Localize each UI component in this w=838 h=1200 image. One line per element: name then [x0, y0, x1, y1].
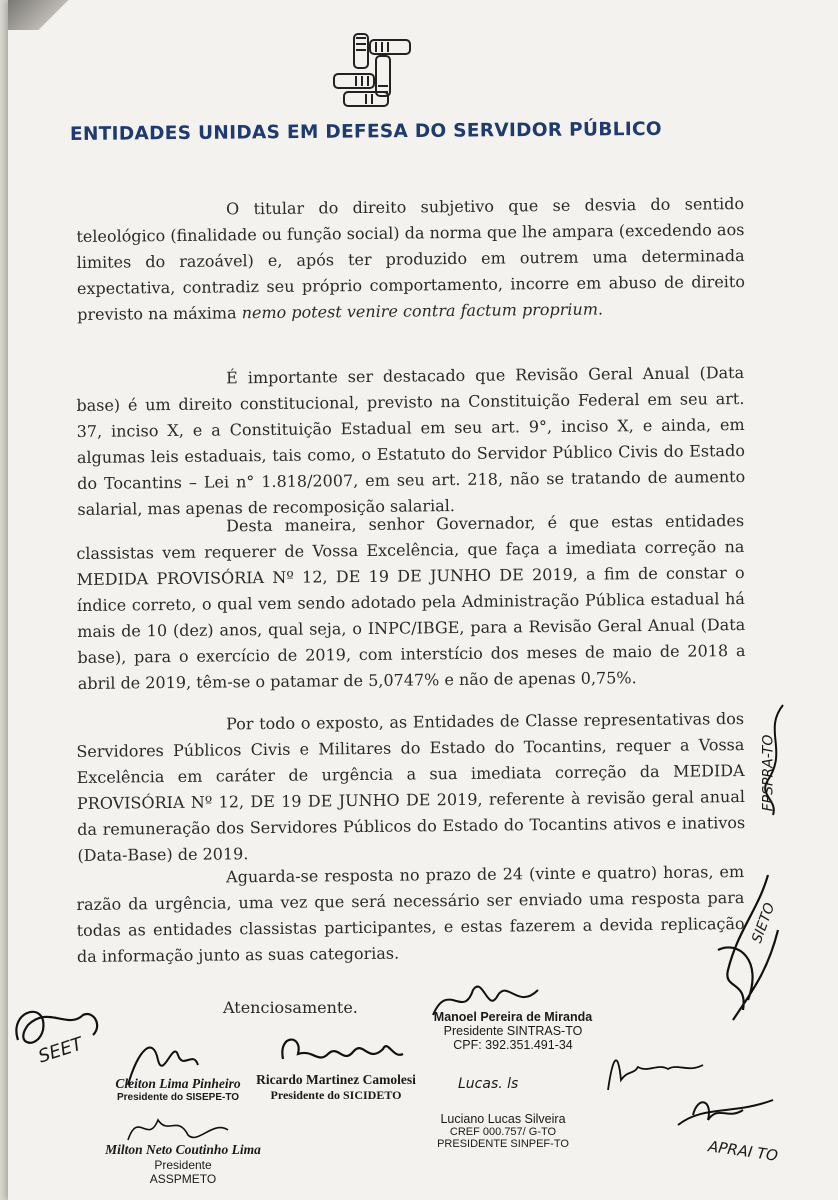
signature-manoel-role: Presidente SINTRAS-TO — [443, 1024, 583, 1038]
signature-luciano-cref: CREF 000.757/ G-TO — [449, 1126, 557, 1138]
signature-milton-role: Presidente — [154, 1158, 212, 1172]
signature-ricardo-name: Ricardo Martinez Camolesi — [256, 1072, 416, 1087]
paragraph-1-text: O titular do direito subjetivo que se desvia do sentido teleológico (finalidade ou função social) da norma que lhe ampara (excedendo aos limites do razoável) e, após ter produzido em outrem uma determinada expectativa, contradiz seu próprio comportamento, incorre em abuso de direito previsto na máxima — [76, 194, 746, 324]
signature-manoel-name: Manoel Pereira de Miranda — [433, 1010, 593, 1024]
signature-cleiton — [98, 1076, 258, 1103]
signature-luciano-name: Luciano Lucas Silveira — [440, 1112, 566, 1126]
signature-ricardo-role: Presidente do SICIDETO — [270, 1088, 402, 1102]
handwritten-lucas: Lucas. ls — [458, 1076, 519, 1092]
paragraph-4: Por todo o exposto, as Entidades de Classe representativas dos Servidores Públicos Civis e Militares do Estado do Tocantins, requer a Vossa Excelência em caráter de urgência a sua imediata correção da MEDIDA PROVISÓRIA Nº 12, DE 19 DE JUNHO DE 2019, referente à revisão geral anual da remuneração dos Servidores Públicos do Estado do Tocantins ativos e inativos (Data-Base) de 2019. — [76, 709, 746, 865]
paragraph-5: Aguarda-se resposta no prazo de 24 (vinte e quatro) horas, em razão da urgência, uma vez que será necessário ser enviado uma resposta para todas as entidades classistas participantes, e estas fazerem a devida replicação da informação junto as suas categorias. — [76, 862, 745, 966]
signature-manoel-cpf: CPF: 392.351.491-34 — [453, 1038, 573, 1052]
handwritten-aprai: APRAI TO — [707, 1137, 780, 1165]
signature-ricardo — [256, 1072, 416, 1103]
paragraph-2: É importante ser destacado que Revisão Geral Anual (Data base) é um direito constitucional, previsto na Constituição Federal em seu art. 37, inciso X, e a Constituição Estadual em seu art. 9°, inciso X, e ainda, em algumas leis estaduais, tais como, o Estatuto do Servidor Público Civis do Estado do Tocantins – Lei n° 1.818/2007, em seu art. 218, não se tratando de aumento salarial, mas apenas de recomposição salarial. — [76, 363, 746, 519]
signature-manoel — [413, 1010, 613, 1052]
signature-luciano-role: PRESIDENTE SINPEF-TO — [437, 1138, 569, 1150]
document-page — [8, 0, 838, 1200]
signature-milton — [103, 1142, 263, 1186]
paragraph-1-latin-maxim: nemo potest venire contra factum proprium — [241, 299, 599, 323]
document-title: ENTIDADES UNIDAS EM DEFESA DO SERVIDOR PÚBLICO — [69, 118, 662, 145]
signature-cleiton-name: Cleiton Lima Pinheiro — [115, 1076, 241, 1091]
signature-milton-name: Milton Neto Coutinho Lima — [105, 1142, 261, 1157]
paragraph-1-end: . — [597, 299, 604, 319]
handwritten-sieto: SIETO — [749, 900, 779, 946]
signature-cleiton-role: Presidente do SISEPE-TO — [116, 1092, 240, 1103]
page-fold-corner — [8, 0, 78, 30]
signature-scribble-ricardo — [273, 1024, 423, 1074]
signature-scribble-sieto — [708, 870, 788, 1030]
signature-scribble-aprai — [673, 1085, 783, 1145]
signature-luciano — [418, 1112, 588, 1150]
closing-salutation: Atenciosamente. — [223, 998, 358, 1017]
handwritten-margin-note: FPSPRA-TO — [760, 734, 777, 812]
joined-hands-logo-icon — [326, 30, 418, 110]
handwritten-seet: SEET — [35, 1033, 86, 1068]
signature-milton-org: ASSPMETO — [149, 1172, 217, 1186]
paragraph-3: Desta maneira, senhor Governador, é que estas entidades classistas vem requerer de Vossa Excelência, que faça a imediata correção na MEDIDA PROVISÓRIA Nº 12, DE 19 DE JUNHO DE 2019, a fim de constar o índice correto, o qual vem sendo adotado pela Administração Pública estadual há mais de 10 (dez) anos, qual seja, o INPC/IBGE, para a Revisão Geral Anual (Data base), para o exercício de 2019, com interstício dos meses de maio de 2018 a abril de 2019, têm-se o patamar de 5,0747% e não de apenas 0,75%. — [76, 511, 746, 693]
paragraph-1 — [76, 191, 745, 328]
